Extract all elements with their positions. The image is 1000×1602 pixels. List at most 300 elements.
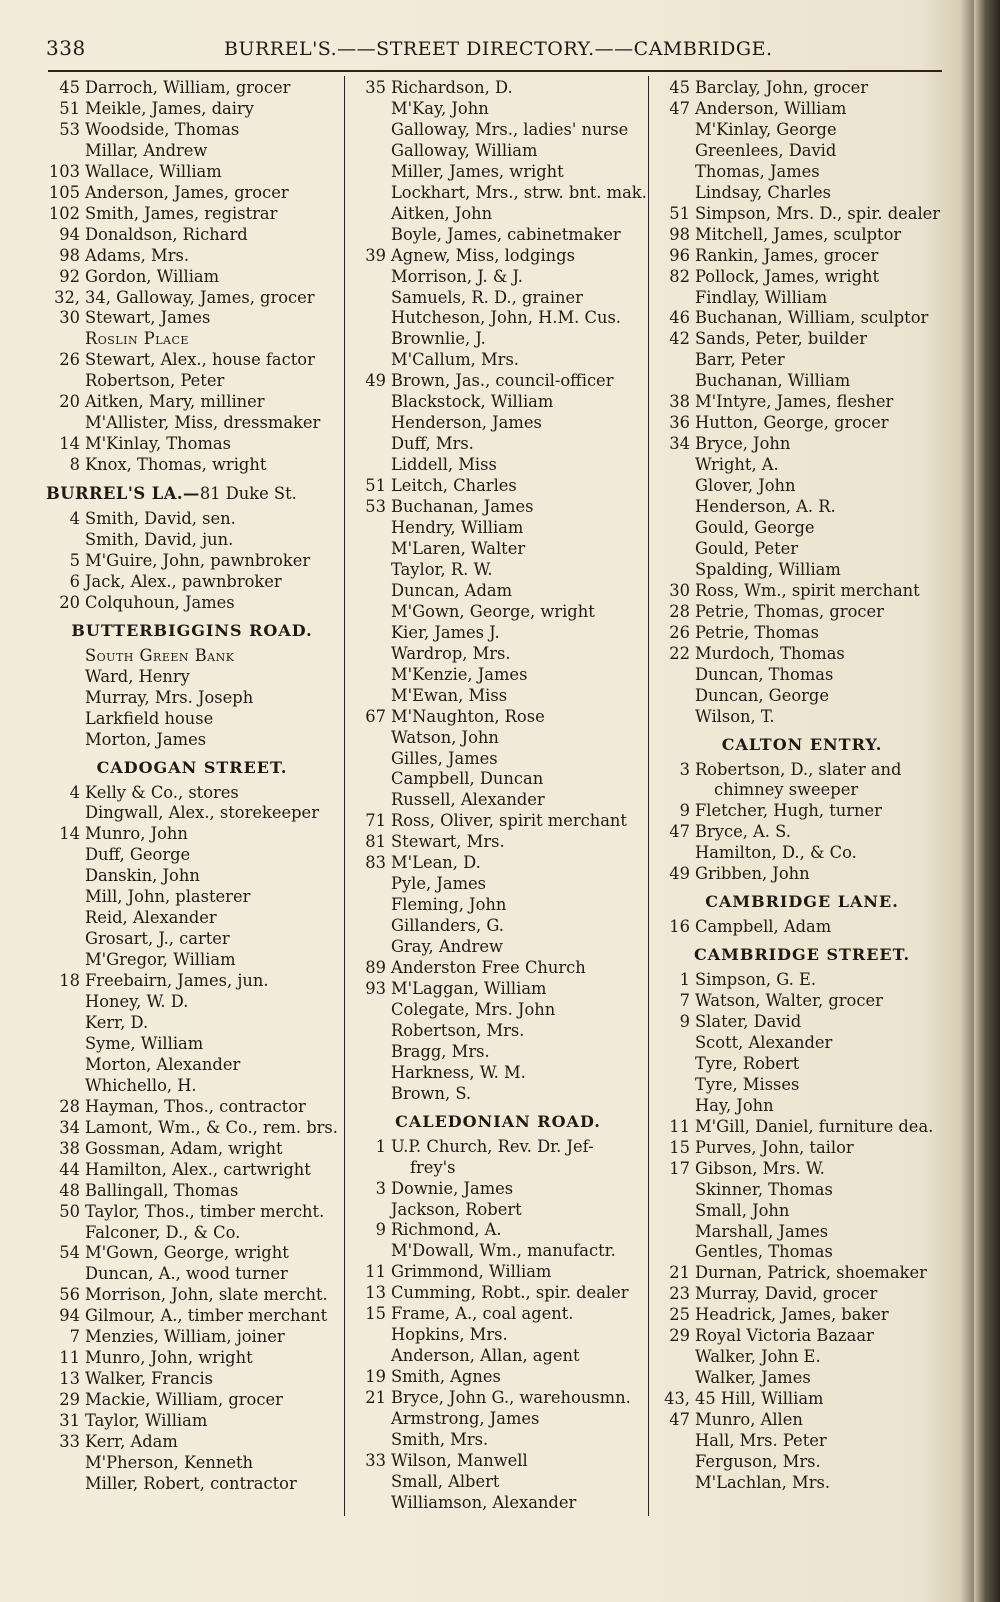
- resident-name: Findlay, William: [695, 287, 828, 307]
- resident-name: Galloway, William: [391, 140, 538, 160]
- resident-name: Smith, David, sen.: [85, 509, 236, 529]
- house-number: 103: [48, 161, 80, 181]
- house-number: 92: [59, 266, 80, 286]
- directory-entry: [46, 1453, 338, 1474]
- directory-entry: [656, 1138, 948, 1159]
- directory-entry: [46, 887, 338, 908]
- directory-entry: [46, 866, 338, 887]
- house-number: 93: [365, 978, 386, 998]
- house-number: 82: [669, 266, 690, 286]
- resident-name: Blackstock, William: [391, 392, 554, 412]
- directory-entry: [656, 1389, 948, 1410]
- resident-name: Walker, James: [695, 1368, 811, 1388]
- directory-entry: [352, 1179, 644, 1200]
- resident-name: Meikle, James, dairy: [85, 98, 254, 118]
- resident-name: Lindsay, Charles: [695, 182, 832, 202]
- directory-entry: [352, 979, 644, 1000]
- directory-entry: [352, 204, 644, 225]
- resident-name: Richmond, A.: [391, 1220, 502, 1240]
- resident-name: Cumming, Robt., spir. dealer: [391, 1283, 629, 1303]
- house-number: 38: [59, 1138, 80, 1158]
- page-header: [46, 36, 946, 66]
- house-number: 71: [365, 811, 386, 831]
- resident-name: Munro, John: [85, 824, 188, 844]
- resident-name: Munro, John, wright: [85, 1348, 253, 1368]
- directory-entry: [656, 970, 948, 991]
- directory-entry: [352, 623, 644, 644]
- house-number: 48: [59, 1180, 80, 1200]
- resident-name: Watson, Walter, grocer: [695, 991, 883, 1011]
- directory-entry: [46, 1013, 338, 1034]
- resident-name: Taylor, William: [85, 1411, 208, 1431]
- street-heading: [46, 484, 338, 505]
- house-number: 30: [669, 580, 690, 600]
- directory-entry: [46, 1160, 338, 1181]
- resident-name: Ross, Oliver, spirit merchant: [391, 811, 627, 831]
- directory-entry: [352, 539, 644, 560]
- directory-entry: [46, 1369, 338, 1390]
- resident-name: M'Gown, George, wright: [391, 601, 595, 621]
- directory-entry: [352, 916, 644, 937]
- directory-entry: [46, 1076, 338, 1097]
- directory-entry: [656, 288, 948, 309]
- resident-name: Thomas, James: [695, 161, 820, 181]
- house-number: 1: [375, 1136, 386, 1156]
- resident-name: Honey, W. D.: [85, 992, 189, 1012]
- directory-entry: [656, 1473, 948, 1494]
- house-number: 1: [679, 970, 690, 990]
- resident-name: Gould, George: [695, 518, 815, 538]
- resident-name: Gribben, John: [695, 864, 810, 884]
- house-number: 6: [69, 571, 80, 591]
- house-number: 7: [69, 1327, 80, 1347]
- resident-name: Hendry, William: [391, 518, 524, 538]
- resident-name: Petrie, Thomas: [695, 622, 820, 642]
- house-number: 53: [59, 119, 80, 139]
- directory-entry: [656, 371, 948, 392]
- resident-name: Small, John: [695, 1200, 790, 1220]
- directory-entry: [656, 1326, 948, 1347]
- house-number: 11: [59, 1348, 80, 1368]
- directory-entry: [46, 845, 338, 866]
- directory-entry: [352, 644, 644, 665]
- directory-entry: [352, 1262, 644, 1283]
- resident-name: Tyre, Robert: [695, 1053, 800, 1073]
- resident-name: Aitken, John: [391, 203, 493, 223]
- resident-name: Lamont, Wm., & Co., rem. brs.: [85, 1117, 338, 1137]
- resident-name: M'Laggan, William: [391, 978, 547, 998]
- directory-entry: [656, 1431, 948, 1452]
- resident-name: Greenlees, David: [695, 140, 837, 160]
- resident-name: Ballingall, Thomas: [85, 1180, 239, 1200]
- directory-entry: [352, 853, 644, 874]
- resident-name: Robertson, Mrs.: [391, 1020, 525, 1040]
- resident-name: Galloway, Mrs., ladies' nurse: [391, 119, 629, 139]
- resident-name: M'Laren, Walter: [391, 538, 526, 558]
- resident-name: Walker, Francis: [85, 1369, 214, 1389]
- directory-entry: [656, 665, 948, 686]
- directory-entry: [46, 1348, 338, 1369]
- house-number: 42: [669, 329, 690, 349]
- resident-name: Bryce, John: [695, 434, 791, 454]
- resident-name: Downie, James: [391, 1178, 514, 1198]
- directory-entry: [352, 1304, 644, 1325]
- house-number: 34: [59, 1117, 80, 1137]
- house-number: 13: [59, 1369, 80, 1389]
- resident-name: Henderson, A. R.: [695, 497, 836, 517]
- directory-entry: [46, 530, 338, 551]
- house-number: 96: [669, 245, 690, 265]
- house-number: 13: [365, 1283, 386, 1303]
- resident-name: Ferguson, Mrs.: [695, 1452, 821, 1471]
- resident-name: Kelly & Co., stores: [85, 782, 239, 802]
- resident-name: Morton, Alexander: [85, 1054, 241, 1074]
- resident-name: Frame, A., coal agent.: [391, 1304, 574, 1324]
- directory-entry: [46, 1432, 338, 1453]
- house-number: 102: [48, 203, 80, 223]
- resident-name: Anderston Free Church: [391, 958, 586, 978]
- directory-entry: [656, 518, 948, 539]
- directory-entry: [352, 99, 644, 120]
- resident-name: Jackson, Robert: [391, 1199, 522, 1219]
- resident-name: Dingwall, Alex., storekeeper: [85, 803, 319, 823]
- directory-entry: [46, 572, 338, 593]
- house-number: 19: [365, 1367, 386, 1387]
- directory-entry: [352, 1200, 644, 1221]
- directory-entry: [46, 1327, 338, 1348]
- directory-entry: [352, 1000, 644, 1021]
- directory-entry: [46, 183, 338, 204]
- directory-entry: [656, 843, 948, 864]
- resident-name: Barr, Peter: [695, 350, 785, 370]
- directory-entry: [352, 581, 644, 602]
- directory-entry: [352, 141, 644, 162]
- directory-entry: [656, 1242, 948, 1263]
- resident-name: Hopkins, Mrs.: [391, 1325, 508, 1345]
- directory-entry: [46, 1285, 338, 1306]
- resident-name: M'Kay, John: [391, 98, 489, 118]
- resident-name: Smith, Agnes: [391, 1367, 501, 1387]
- directory-column-2: [352, 78, 647, 1514]
- directory-entry: [352, 1451, 644, 1472]
- directory-entry: [46, 992, 338, 1013]
- directory-entry: [656, 991, 948, 1012]
- page-number: 338: [46, 36, 86, 60]
- resident-name: Donaldson, Richard: [85, 224, 248, 244]
- directory-entry: [352, 1493, 644, 1514]
- resident-name: Smith, David, jun.: [85, 530, 234, 550]
- resident-name: M'Lachlan, Mrs.: [695, 1472, 831, 1492]
- directory-entry: [352, 1367, 644, 1388]
- directory-entry: [46, 1055, 338, 1076]
- resident-name: M'Gill, Daniel, furniture dea.: [695, 1116, 934, 1136]
- directory-entry: [46, 225, 338, 246]
- directory-entry: [656, 1201, 948, 1222]
- resident-name: Mill, John, plasterer: [85, 887, 251, 907]
- house-number: 47: [669, 98, 690, 118]
- entry-continuation: chimney sweeper: [714, 780, 859, 800]
- directory-entry: [656, 581, 948, 602]
- resident-name: Freebairn, James, jun.: [85, 971, 269, 991]
- directory-entry: [46, 371, 338, 392]
- house-number: 38: [669, 392, 690, 412]
- resident-name: Small, Albert: [391, 1471, 500, 1491]
- directory-entry: [46, 593, 338, 614]
- resident-name: Duncan, Adam: [391, 580, 513, 600]
- directory-entry: [352, 1388, 644, 1409]
- street-heading: BUTTERBIGGINS ROAD.: [71, 620, 313, 640]
- house-number: 3: [375, 1178, 386, 1198]
- directory-entry: [352, 832, 644, 853]
- directory-entry: [656, 686, 948, 707]
- directory-entry: [656, 476, 948, 497]
- directory-column-1: [46, 78, 338, 1495]
- resident-name: Anderson, Allan, agent: [391, 1346, 580, 1366]
- resident-name: M'Pherson, Kenneth: [85, 1453, 253, 1472]
- resident-name: Brownlie, J.: [391, 329, 486, 349]
- directory-entry: [656, 455, 948, 476]
- directory-entry: [352, 686, 644, 707]
- directory-column-3: [656, 78, 948, 1494]
- house-number: 26: [59, 350, 80, 370]
- house-number: 49: [365, 371, 386, 391]
- directory-entry: [656, 644, 948, 665]
- directory-entry: [656, 864, 948, 885]
- directory-entry: [352, 1325, 644, 1346]
- directory-entry: [352, 1472, 644, 1493]
- resident-name: Bragg, Mrs.: [391, 1041, 490, 1061]
- directory-entry: [46, 1390, 338, 1411]
- directory-entry: [46, 162, 338, 183]
- house-number: 30: [59, 308, 80, 328]
- house-number: 47: [669, 1410, 690, 1430]
- directory-entry: [352, 246, 644, 267]
- directory-entry: [352, 811, 644, 832]
- resident-name: M'Dowall, Wm., manufactr.: [391, 1241, 616, 1261]
- resident-name: M'Ewan, Miss: [391, 685, 508, 705]
- directory-entry: [352, 497, 644, 518]
- resident-name: Murdoch, Thomas: [695, 643, 845, 663]
- resident-name: Morrison, John, slate mercht.: [85, 1285, 328, 1305]
- resident-name: Hayman, Thos., contractor: [85, 1096, 306, 1116]
- directory-entry: [46, 1202, 338, 1223]
- house-number: 29: [669, 1326, 690, 1346]
- resident-name: Anderson, James, grocer: [85, 182, 289, 202]
- directory-entry: [352, 518, 644, 539]
- directory-entry: [46, 1223, 338, 1244]
- directory-entry: [46, 1139, 338, 1160]
- directory-entry: [46, 99, 338, 120]
- directory-entry: [352, 1283, 644, 1304]
- directory-entry: [46, 971, 338, 992]
- resident-name: Gordon, William: [85, 266, 220, 286]
- directory-entry: [352, 1241, 644, 1262]
- house-number: 20: [59, 592, 80, 612]
- resident-name: Wilson, T.: [695, 706, 775, 726]
- house-number: 9: [679, 1011, 690, 1031]
- directory-entry: [656, 99, 948, 120]
- directory-entry: [352, 728, 644, 749]
- resident-name: M'Gregor, William: [85, 950, 236, 970]
- header-rule: [48, 70, 942, 72]
- resident-name: Gentles, Thomas: [695, 1242, 833, 1262]
- resident-name: Mackie, William, grocer: [85, 1390, 283, 1410]
- directory-entry: [352, 769, 644, 790]
- directory-entry: [656, 308, 948, 329]
- house-number: 14: [59, 434, 80, 454]
- house-number: 14: [59, 824, 80, 844]
- house-number: 51: [669, 203, 690, 223]
- resident-name: Pyle, James: [391, 874, 487, 894]
- resident-name: Buchanan, William: [695, 371, 851, 391]
- resident-name: M'Kinlay, Thomas: [85, 434, 231, 454]
- resident-name: Kerr, D.: [85, 1012, 149, 1032]
- house-number: 54: [59, 1243, 80, 1263]
- house-number: 4: [69, 509, 80, 529]
- directory-entry: [352, 392, 644, 413]
- house-number: 21: [669, 1263, 690, 1283]
- directory-entry: [656, 917, 948, 938]
- resident-name: Knox, Thomas, wright: [85, 455, 267, 475]
- directory-entry: [656, 1012, 948, 1033]
- directory-entry: [656, 183, 948, 204]
- directory-entry: [352, 707, 644, 728]
- directory-entry: [352, 602, 644, 623]
- resident-name: Reid, Alexander: [85, 908, 217, 928]
- resident-name: Simpson, Mrs. D., spir. dealer: [695, 203, 941, 223]
- directory-entry: [46, 308, 338, 329]
- directory-entry: [352, 1220, 644, 1241]
- resident-name: Russell, Alexander: [391, 790, 545, 810]
- resident-name: Brown, Jas., council-officer: [391, 371, 614, 391]
- resident-name: Purves, John, tailor: [695, 1137, 854, 1157]
- resident-name: M'Guire, John, pawnbroker: [85, 550, 311, 570]
- house-number: 67: [365, 706, 386, 726]
- resident-name: Darroch, William, grocer: [85, 78, 291, 97]
- resident-name: Armstrong, James: [391, 1409, 540, 1429]
- resident-name: Gilles, James: [391, 748, 498, 768]
- resident-name: Wallace, William: [85, 161, 222, 181]
- resident-name: Anderson, William: [695, 98, 847, 118]
- resident-name: M'Kenzie, James: [391, 664, 528, 684]
- directory-entry: [656, 1410, 948, 1431]
- directory-entry: [656, 1222, 948, 1243]
- resident-name: Gibson, Mrs. W.: [695, 1158, 825, 1178]
- resident-name: Liddell, Miss: [391, 455, 497, 475]
- house-number: 32,: [54, 287, 80, 307]
- house-number: 21: [365, 1388, 386, 1408]
- directory-entry: [656, 1263, 948, 1284]
- sub-heading: South Green Bank: [85, 645, 235, 665]
- resident-name: Grosart, J., carter: [85, 929, 230, 949]
- resident-name: Leitch, Charles: [391, 476, 517, 496]
- resident-name: Hall, Mrs. Peter: [695, 1431, 827, 1451]
- resident-name: M'Lean, D.: [391, 853, 481, 873]
- resident-name: M'Callum, Mrs.: [391, 350, 519, 370]
- directory-entry: [352, 371, 644, 392]
- resident-name: Watson, John: [391, 727, 499, 747]
- resident-name: Henderson, James: [391, 413, 542, 433]
- street-heading: CALEDONIAN ROAD.: [395, 1111, 601, 1131]
- house-number: 89: [365, 958, 386, 978]
- house-number: 9: [679, 801, 690, 821]
- directory-entry: [352, 1063, 644, 1084]
- house-number: 4: [69, 782, 80, 802]
- resident-name: Morrison, J. & J.: [391, 266, 523, 286]
- resident-name: Harkness, W. M.: [391, 1062, 526, 1082]
- directory-entry: [352, 308, 644, 329]
- directory-entry: [352, 476, 644, 497]
- directory-entry: [352, 162, 644, 183]
- house-number: 28: [669, 601, 690, 621]
- directory-entry: [352, 895, 644, 916]
- resident-name: Campbell, Adam: [695, 917, 832, 937]
- directory-entry: [656, 497, 948, 518]
- directory-entry: [352, 120, 644, 141]
- resident-name: Buchanan, James: [391, 497, 534, 517]
- directory-entry: [46, 908, 338, 929]
- directory-entry: [656, 350, 948, 371]
- house-number: 18: [59, 971, 80, 991]
- resident-name: Kier, James J.: [391, 622, 500, 642]
- directory-entry: [352, 937, 644, 958]
- house-number: 15: [669, 1137, 690, 1157]
- resident-name: Tyre, Misses: [695, 1074, 800, 1094]
- house-number: 11: [669, 1116, 690, 1136]
- house-number: 33: [365, 1450, 386, 1470]
- directory-entry: [656, 1033, 948, 1054]
- resident-name: Duff, George: [85, 845, 191, 865]
- resident-name: M'Intyre, James, flesher: [695, 392, 894, 412]
- resident-name: Wilson, Manwell: [391, 1450, 528, 1470]
- directory-entry: [46, 730, 338, 751]
- house-number: 39: [365, 245, 386, 265]
- house-number: 33: [59, 1432, 80, 1452]
- resident-name: Ross, Wm., spirit merchant: [695, 580, 920, 600]
- directory-entry: [656, 1054, 948, 1075]
- resident-name: Bryce, John G., warehousmn.: [391, 1388, 631, 1408]
- directory-entry: [352, 665, 644, 686]
- resident-name: Smith, Mrs.: [391, 1430, 489, 1449]
- house-number: 50: [59, 1201, 80, 1221]
- directory-entry: [656, 1096, 948, 1117]
- resident-name: Smith, James, registrar: [85, 203, 278, 223]
- resident-name: Royal Victoria Bazaar: [695, 1326, 874, 1346]
- house-number: 56: [59, 1285, 80, 1305]
- resident-name: Aitken, Mary, milliner: [85, 392, 265, 412]
- directory-entry: [656, 801, 948, 822]
- directory-entry: [46, 434, 338, 455]
- resident-name: Gould, Peter: [695, 538, 799, 558]
- house-number: 9: [375, 1220, 386, 1240]
- resident-name: Duncan, Thomas: [695, 664, 834, 684]
- book-gutter: [974, 0, 1000, 1602]
- house-number: 15: [365, 1304, 386, 1324]
- directory-entry: [656, 1284, 948, 1305]
- directory-entry: [352, 1021, 644, 1042]
- resident-name: Falconer, D., & Co.: [85, 1222, 241, 1242]
- resident-name: Skinner, Thomas: [695, 1179, 833, 1199]
- directory-entry: [352, 1042, 644, 1063]
- directory-entry: [352, 350, 644, 371]
- directory-entry: [46, 392, 338, 413]
- directory-entry: [352, 1084, 644, 1105]
- house-number: 20: [59, 392, 80, 412]
- resident-name: Glover, John: [695, 476, 796, 496]
- directory-entry: [46, 824, 338, 845]
- directory-entry: [656, 225, 948, 246]
- resident-name: Boyle, James, cabinetmaker: [391, 224, 621, 244]
